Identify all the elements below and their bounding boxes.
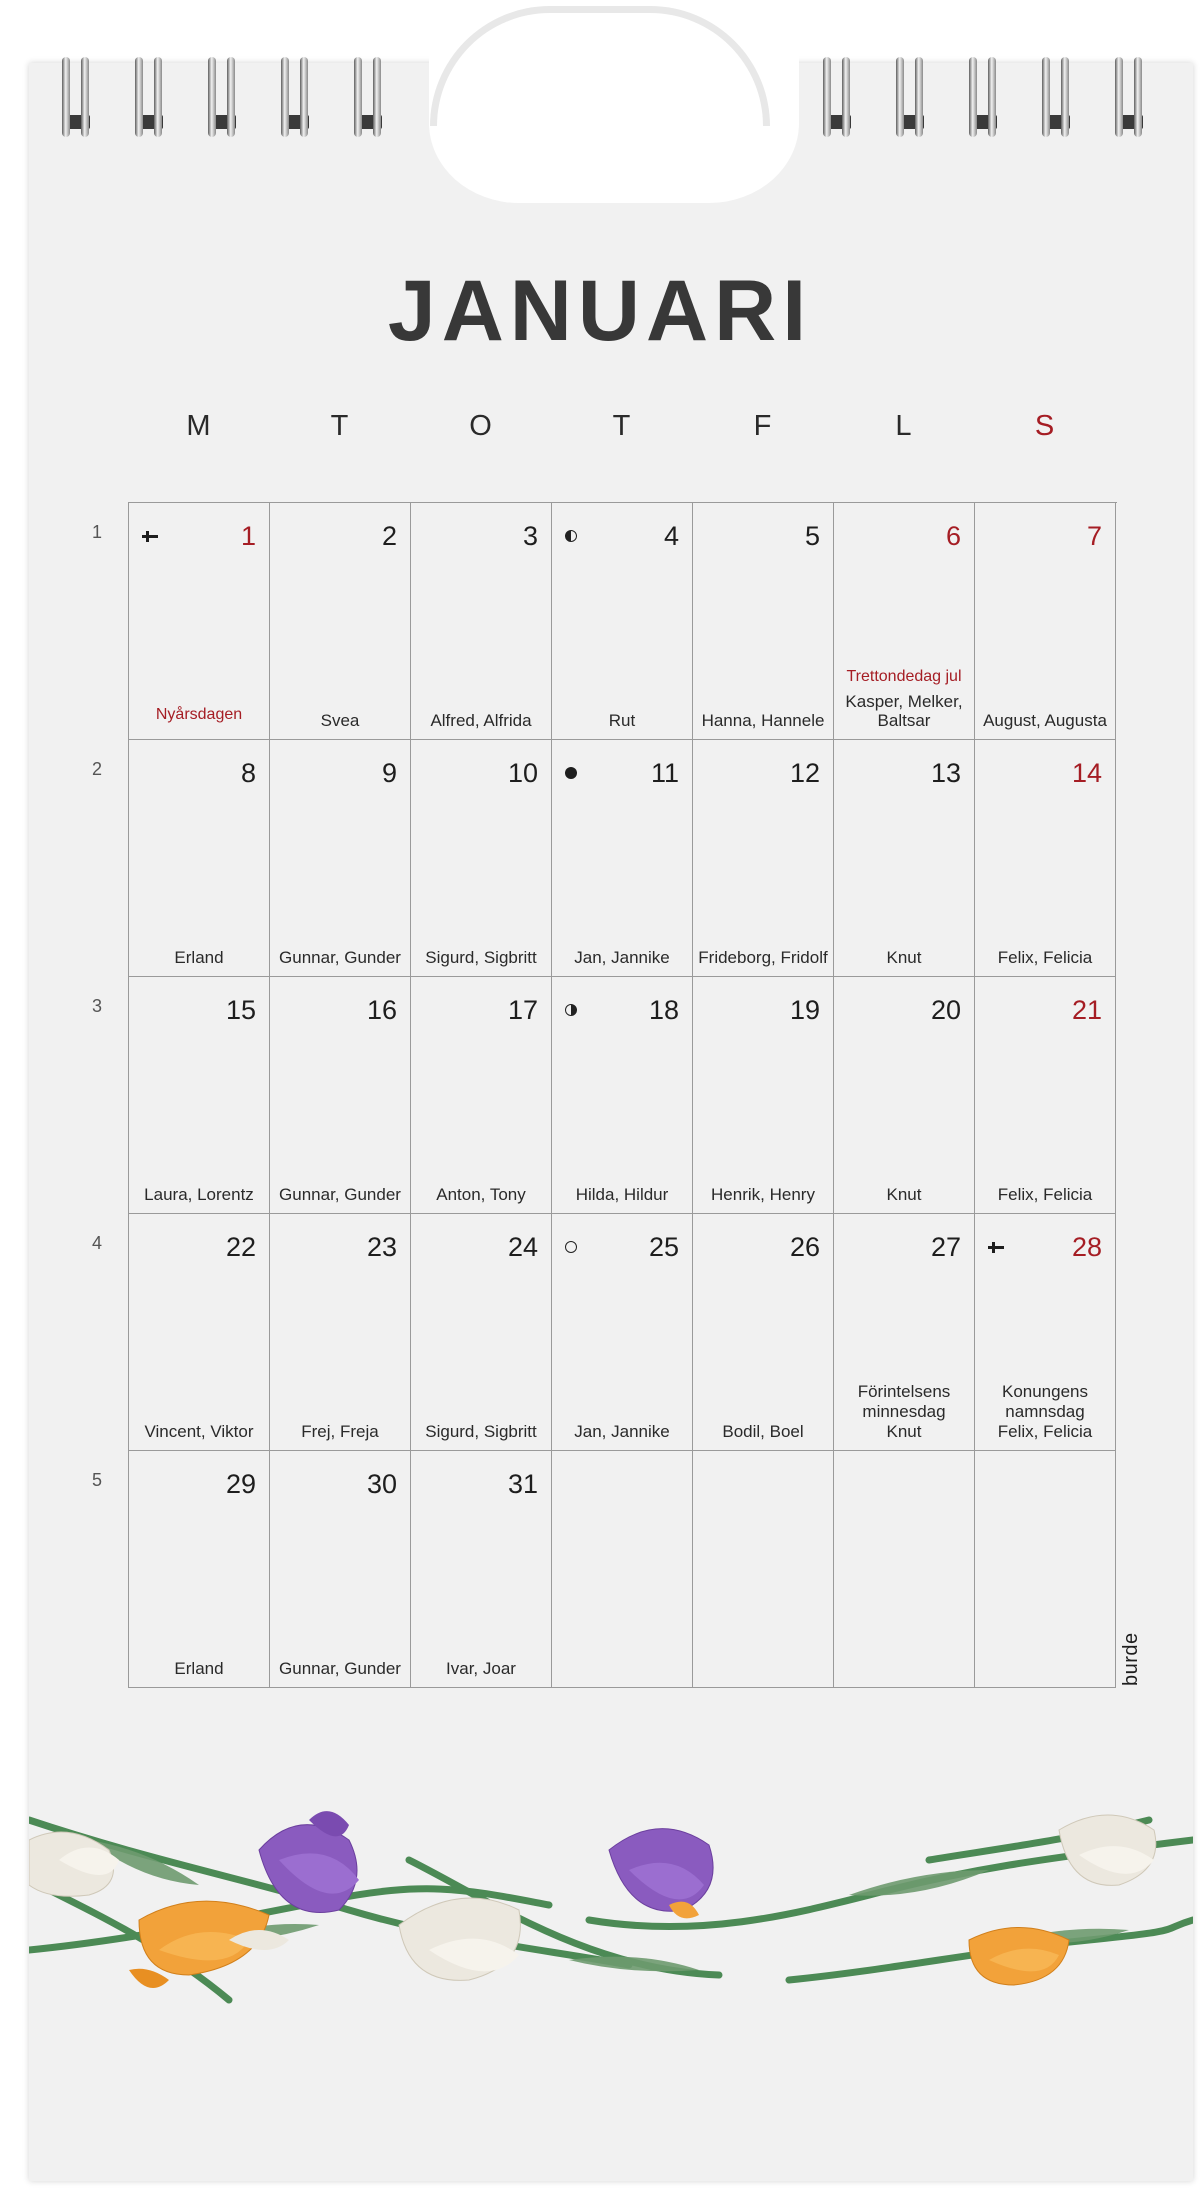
day-number: 16 (366, 995, 397, 1025)
binding-ring (818, 57, 856, 137)
week-number: 1 (91, 522, 102, 542)
name-day-label: Svea (320, 711, 360, 730)
binding-ring (891, 57, 929, 137)
weekday-label: F (753, 410, 772, 442)
observance-label: Konungens namnsdag (1001, 1382, 1089, 1421)
day-cell[interactable] (129, 1451, 270, 1688)
day-cell[interactable] (834, 977, 975, 1214)
name-day-label: Gunnar, Gunder (279, 948, 401, 967)
hanger-wire[interactable] (430, 6, 770, 126)
day-cell[interactable] (129, 503, 270, 740)
month-title: JANUARI (387, 263, 813, 359)
binding-ring (1037, 57, 1075, 137)
holiday-label: Nyårsdagen (155, 706, 243, 723)
day-info (554, 711, 690, 730)
day-info (131, 948, 267, 967)
day-number: 12 (789, 758, 820, 788)
day-info (413, 711, 549, 730)
day-number: 10 (507, 758, 538, 788)
name-day-label: Felix, Felicia (997, 1422, 1093, 1441)
name-day-label: Knut (886, 948, 922, 967)
binding-ring (964, 57, 1002, 137)
day-cell[interactable] (552, 1214, 693, 1451)
binding-ring (276, 57, 314, 137)
day-number: 28 (1071, 1232, 1102, 1262)
binding-ring (1110, 57, 1148, 137)
purple-crocus-left (259, 1811, 359, 1912)
observance-label: Förintelsens minnesdag (857, 1382, 951, 1421)
day-info (977, 1382, 1113, 1441)
day-info (272, 1659, 408, 1678)
name-day-label: Frideborg, Fridolf (698, 948, 828, 967)
calendar-grid (128, 502, 1117, 1688)
name-day-label: Ivar, Joar (446, 1659, 516, 1678)
day-info (836, 1185, 972, 1204)
day-info (413, 1659, 549, 1678)
day-info (695, 948, 831, 967)
new-moon-icon (565, 767, 577, 779)
day-info (272, 1422, 408, 1441)
name-day-label: Knut (886, 1422, 922, 1441)
name-day-label: August, Augusta (983, 711, 1107, 730)
weekday-label: M (186, 410, 211, 442)
day-number: 24 (507, 1232, 538, 1262)
name-day-label: Frej, Freja (301, 1422, 379, 1441)
name-day-label: Sigurd, Sigbritt (425, 1422, 537, 1441)
flag-day-icon (142, 531, 158, 542)
day-cell[interactable] (693, 740, 834, 977)
day-cell[interactable] (552, 740, 693, 977)
day-number: 4 (663, 521, 679, 551)
day-cell[interactable] (693, 1214, 834, 1451)
purple-crocus-right (609, 1829, 713, 1919)
name-day-label: Sigurd, Sigbritt (425, 948, 537, 967)
empty-day-cell (975, 1451, 1116, 1688)
name-day-label: Laura, Lorentz (144, 1185, 254, 1204)
week-number: 4 (91, 1233, 102, 1253)
day-info (695, 1422, 831, 1441)
first-moon-icon (565, 1004, 577, 1016)
weekday-label: L (895, 410, 912, 442)
day-cell[interactable] (975, 1214, 1116, 1451)
day-cell[interactable] (411, 1214, 552, 1451)
day-info (977, 1185, 1113, 1204)
empty-day-cell (552, 1451, 693, 1688)
weekday-label: S (1034, 410, 1055, 442)
name-day-label: Hilda, Hildur (575, 1185, 669, 1204)
day-info (554, 948, 690, 967)
day-number: 6 (945, 521, 961, 551)
full-moon-icon (565, 1241, 577, 1253)
day-info (131, 1659, 267, 1678)
day-number: 2 (381, 521, 397, 551)
day-info (977, 948, 1113, 967)
day-cell[interactable] (834, 1214, 975, 1451)
week-number: 2 (91, 759, 102, 779)
day-cell[interactable] (834, 740, 975, 977)
empty-day-cell (834, 1451, 975, 1688)
white-crocus-right (1059, 1815, 1156, 1885)
day-info (836, 667, 972, 730)
orange-crocus-right (969, 1928, 1069, 1986)
day-cell[interactable] (411, 740, 552, 977)
day-number: 25 (648, 1232, 679, 1262)
day-number: 29 (225, 1469, 256, 1499)
day-cell[interactable] (270, 977, 411, 1214)
flag-day-icon (988, 1242, 1004, 1253)
day-info (131, 705, 267, 730)
weekday-label: O (469, 410, 492, 442)
brand-logo: burde (1120, 1632, 1142, 1686)
last-moon-icon (565, 530, 577, 542)
name-day-label: Erland (174, 1659, 224, 1678)
day-number: 20 (930, 995, 961, 1025)
name-day-label: Felix, Felicia (997, 1185, 1093, 1204)
day-info (977, 711, 1113, 730)
day-info (836, 1382, 972, 1441)
binding-ring (130, 57, 168, 137)
day-number: 14 (1071, 758, 1102, 788)
day-number: 7 (1086, 521, 1102, 551)
binding-ring (349, 57, 387, 137)
name-day-label: Anton, Tony (436, 1185, 526, 1204)
day-number: 5 (804, 521, 820, 551)
binding-ring (203, 57, 241, 137)
day-number: 17 (507, 995, 538, 1025)
binding-ring (57, 57, 95, 137)
day-info (695, 1185, 831, 1204)
day-cell[interactable] (834, 503, 975, 740)
day-number: 31 (507, 1469, 538, 1499)
name-day-label: Rut (608, 711, 636, 730)
day-info (131, 1422, 267, 1441)
day-cell[interactable] (975, 503, 1116, 740)
day-number: 13 (930, 758, 961, 788)
day-info (554, 1422, 690, 1441)
day-cell[interactable] (270, 1451, 411, 1688)
name-day-label: Gunnar, Gunder (279, 1659, 401, 1678)
day-info (272, 711, 408, 730)
name-day-label: Henrik, Henry (711, 1185, 815, 1204)
name-day-label: Alfred, Alfrida (430, 711, 532, 730)
day-info (272, 1185, 408, 1204)
day-info (554, 1185, 690, 1204)
day-number: 23 (366, 1232, 397, 1262)
day-number: 27 (930, 1232, 961, 1262)
name-day-label: Vincent, Viktor (144, 1422, 254, 1441)
day-number: 21 (1071, 995, 1102, 1025)
weekday-label: T (330, 410, 349, 442)
name-day-label: Felix, Felicia (997, 948, 1093, 967)
week-number: 3 (91, 996, 102, 1016)
day-cell[interactable] (270, 1214, 411, 1451)
day-cell[interactable] (270, 503, 411, 740)
day-cell[interactable] (411, 977, 552, 1214)
name-day-label: Knut (886, 1185, 922, 1204)
crocus-border-illustration (29, 1800, 1193, 2070)
name-day-label: Kasper, Melker, Baltsar (845, 692, 963, 730)
day-info (131, 1185, 267, 1204)
day-cell[interactable] (693, 503, 834, 740)
day-cell[interactable] (693, 977, 834, 1214)
day-cell[interactable] (975, 740, 1116, 977)
day-number: 15 (225, 995, 256, 1025)
day-number: 9 (381, 758, 397, 788)
day-number: 30 (366, 1469, 397, 1499)
day-info (413, 1185, 549, 1204)
name-day-label: Hanna, Hannele (701, 711, 825, 730)
day-number: 8 (240, 758, 256, 788)
day-cell[interactable] (129, 740, 270, 977)
day-cell[interactable] (411, 503, 552, 740)
day-cell[interactable] (129, 1214, 270, 1451)
day-number: 3 (522, 521, 538, 551)
name-day-label: Jan, Jannike (574, 1422, 670, 1441)
weekday-label: T (612, 410, 631, 442)
week-number: 5 (91, 1470, 102, 1490)
day-cell[interactable] (552, 977, 693, 1214)
name-day-label: Erland (174, 948, 224, 967)
weekday-header (128, 410, 1200, 450)
name-day-label: Gunnar, Gunder (279, 1185, 401, 1204)
day-info (272, 948, 408, 967)
day-cell[interactable] (411, 1451, 552, 1688)
day-number: 11 (650, 758, 679, 788)
day-info (413, 1422, 549, 1441)
day-number: 1 (240, 521, 256, 551)
holiday-label: Trettondedag jul (846, 668, 962, 685)
day-cell[interactable] (975, 977, 1116, 1214)
day-number: 22 (225, 1232, 256, 1262)
day-cell[interactable] (129, 977, 270, 1214)
day-number: 18 (648, 995, 679, 1025)
name-day-label: Jan, Jannike (574, 948, 670, 967)
day-info (836, 948, 972, 967)
day-info (695, 711, 831, 730)
day-number: 26 (789, 1232, 820, 1262)
empty-day-cell (693, 1451, 834, 1688)
day-info (413, 948, 549, 967)
day-number: 19 (789, 995, 820, 1025)
name-day-label: Bodil, Boel (722, 1422, 804, 1441)
day-cell[interactable] (270, 740, 411, 977)
day-cell[interactable] (552, 503, 693, 740)
